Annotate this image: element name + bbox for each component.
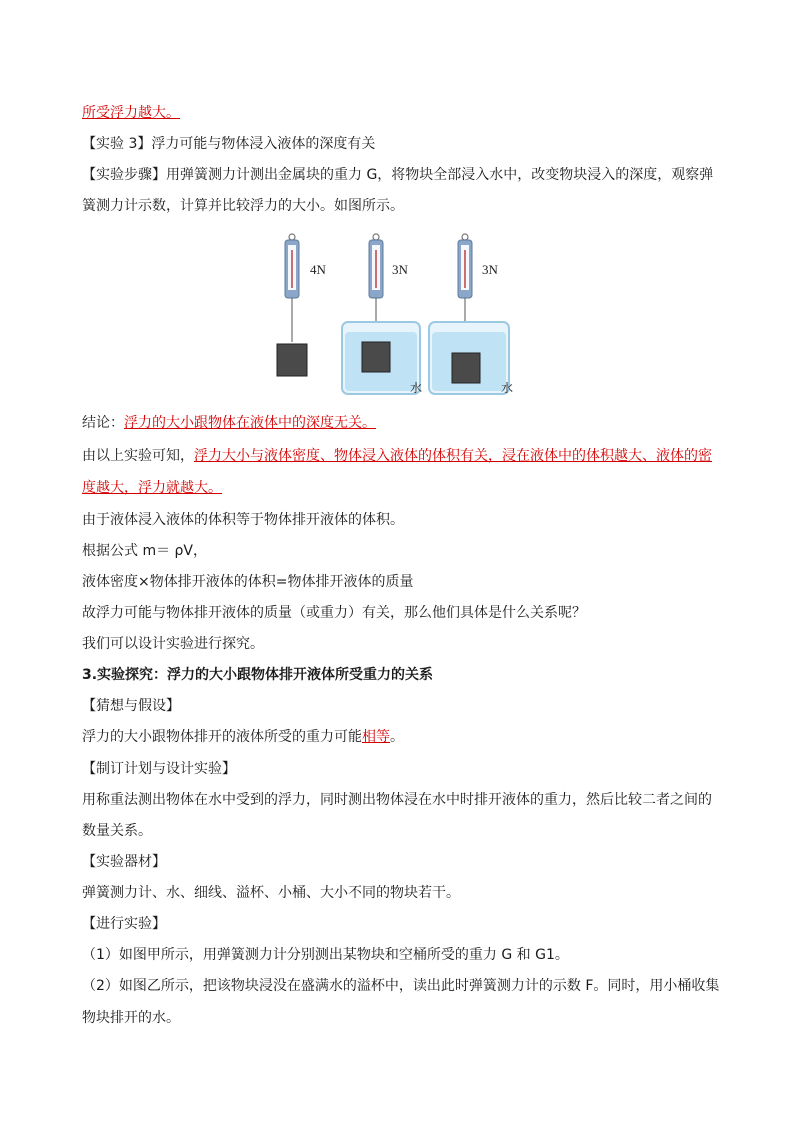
formula-line: [82, 541, 207, 561]
conclusion-line: [82, 413, 376, 433]
plan-line-1: [82, 790, 712, 810]
text: 用称重法测出物体在水中受到的浮力，同时测出物体浸在水中时排开液体的重力，然后比较二者之间的: [82, 792, 712, 808]
text: （2）如图乙所示，把该物块浸没在盛满水的溢杯中，读出此时弹簧测力计的示数 F。同时，用小桶收集: [82, 978, 720, 994]
beaker-2: [429, 322, 513, 395]
beaker-1: [342, 322, 422, 395]
text: 弹簧测力计、水、细线、溢杯、小桶、大小不同的物块若干。: [82, 885, 460, 901]
text: 【实验器材】: [82, 854, 166, 870]
hypothesis-answer: 相等: [362, 729, 390, 745]
water-label-2: 水: [501, 381, 514, 395]
summary-line-1: [82, 446, 712, 466]
reading-2: 3N: [392, 262, 408, 277]
text: 度越大，浮力就越大。: [82, 480, 222, 496]
section-heading-3: [82, 665, 433, 685]
text: 我们可以设计实验进行探究。: [82, 636, 264, 652]
text: 液体密度×物体排开液体的体积=物体排开液体的质量: [82, 574, 414, 590]
paragraph: [82, 603, 586, 623]
text: 【实验 3】浮力可能与物体浸入液体的深度有关: [82, 136, 376, 152]
experiment-steps-line-1: [82, 165, 713, 185]
text: 故浮力可能与物体排开液体的质量（或重力）有关，那么他们具体是什么关系呢？: [82, 605, 586, 621]
plan-line-2: [82, 821, 152, 841]
block-3: [452, 353, 480, 383]
conclusion-text: 浮力的大小跟物体在液体中的深度无关。: [124, 415, 376, 431]
materials-line: [82, 883, 460, 903]
text: 数量关系。: [82, 823, 152, 839]
text: 由以上实验可知，: [82, 448, 194, 464]
procedure-heading: [82, 914, 166, 934]
text: 。: [390, 729, 404, 745]
experiment-figure: [272, 232, 526, 398]
text: 根据公式 m＝ ρV，: [82, 543, 208, 559]
text: 3.实验探究：浮力的大小跟物体排开液体所受重力的关系: [82, 667, 434, 683]
procedure-step-1: [82, 945, 569, 965]
experiment-3-heading: [82, 134, 375, 154]
procedure-step-2-cont: [82, 1008, 180, 1028]
block-1: [277, 344, 307, 376]
text: 浮力的大小跟物体排开的液体所受的重力可能: [82, 729, 362, 745]
paragraph-conclusion-tail: [82, 103, 180, 123]
paragraph: [82, 634, 264, 654]
text: 【制订计划与设计实验】: [82, 761, 236, 777]
summary-line-2: [82, 478, 222, 498]
text: 所受浮力越大。: [82, 105, 180, 121]
text: （1）如图甲所示，用弹簧测力计分别测出某物块和空桶所受的重力 G 和 G1。: [82, 947, 569, 963]
hypothesis-heading: [82, 696, 180, 716]
experiment-steps-line-2: [82, 196, 404, 216]
paragraph: [82, 510, 404, 530]
label: 结论：: [82, 415, 124, 431]
label: 【实验步骤】: [82, 167, 166, 183]
summary-answer: 浮力大小与液体密度、物体浸入液体的体积有关，浸在液体中的体积越大、液体的密: [194, 448, 712, 464]
materials-heading: [82, 852, 166, 872]
paragraph: [82, 572, 413, 592]
reading-1: 4N: [310, 262, 326, 277]
plan-heading: [82, 759, 236, 779]
reading-3: 3N: [482, 262, 498, 277]
spring-scale-1: [285, 234, 327, 342]
text: 用弹簧测力计测出金属块的重力 G，将物块全部浸入水中，改变物块浸入的深度，观察弹: [166, 167, 714, 183]
block-2: [362, 342, 390, 372]
text: 【进行实验】: [82, 916, 166, 932]
text: 【猜想与假设】: [82, 698, 180, 714]
text: 由于液体浸入液体的体积等于物体排开液体的体积。: [82, 512, 404, 528]
text: 物块排开的水。: [82, 1010, 180, 1026]
text: 簧测力计示数，计算并比较浮力的大小。如图所示。: [82, 198, 404, 214]
procedure-step-2: [82, 976, 719, 996]
water-label-1: 水: [410, 381, 423, 395]
hypothesis-line: [82, 727, 404, 747]
